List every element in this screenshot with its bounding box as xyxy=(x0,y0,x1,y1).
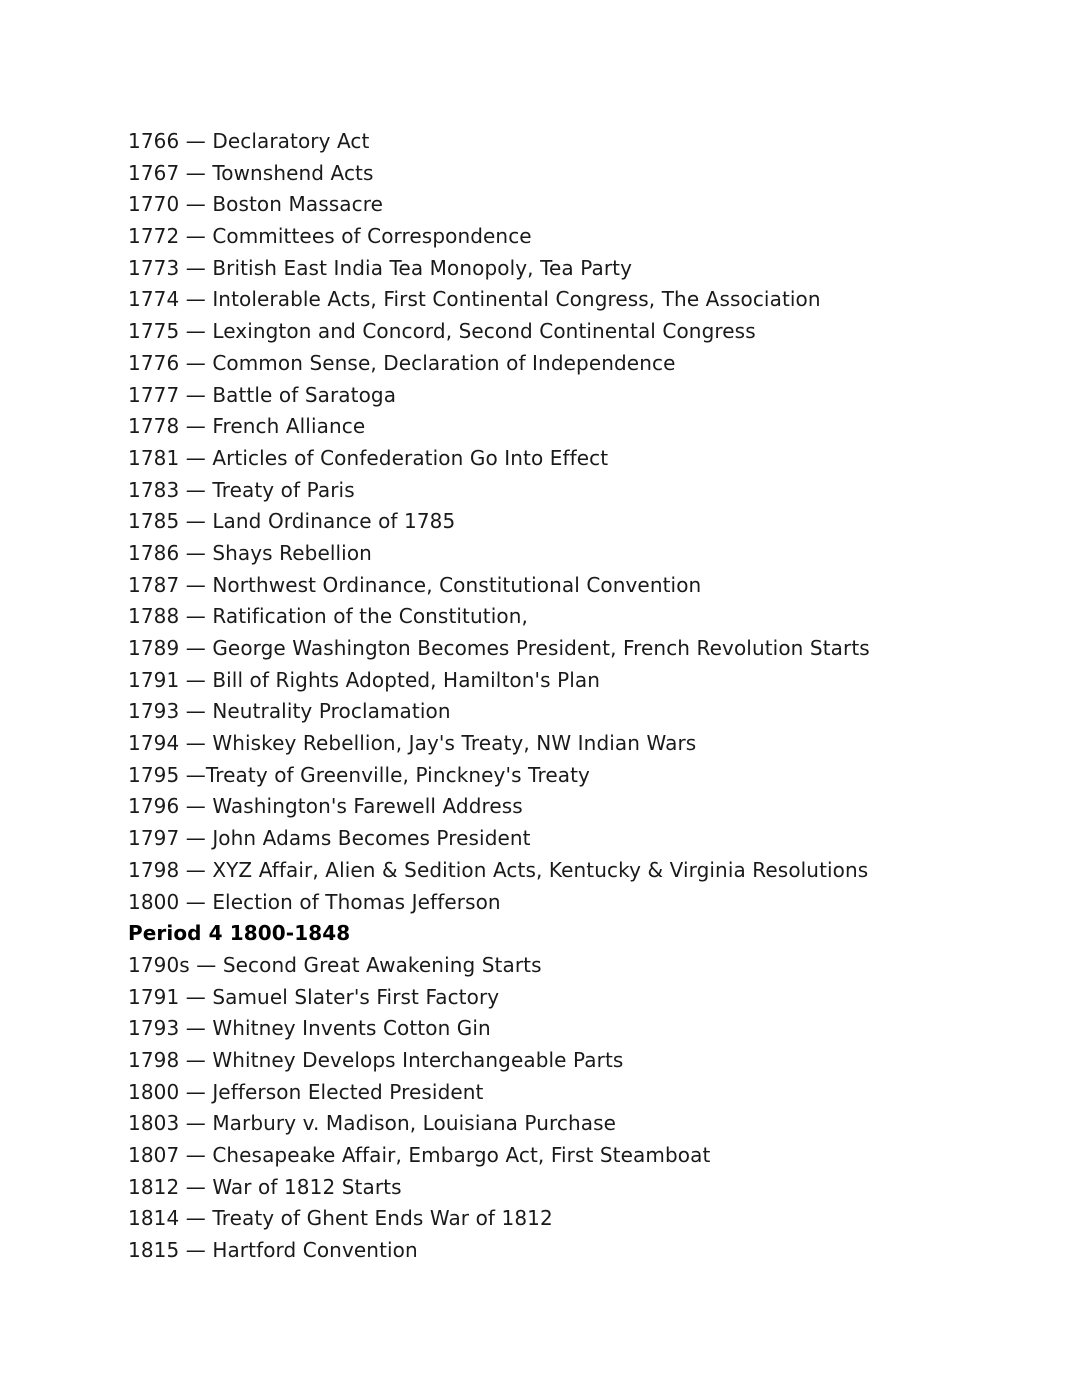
timeline-entry: 1800 — Election of Thomas Jefferson xyxy=(128,889,501,914)
timeline-entry: 1767 — Townshend Acts xyxy=(128,160,374,185)
timeline-entry: 1766 — Declaratory Act xyxy=(128,129,370,153)
timeline-entry: 1800 — Jefferson Elected President xyxy=(128,1079,484,1104)
timeline-entry: 1773 — British East India Tea Monopoly, Tea Party xyxy=(128,255,633,280)
timeline-entry: 1774 — Intolerable Acts, First Continental Congress, The Association xyxy=(128,287,821,312)
timeline-entry: 1797 — John Adams Becomes President xyxy=(128,826,531,851)
timeline-entry: 1793 — Neutrality Proclamation xyxy=(128,699,451,724)
timeline-entry: 1791 — Bill of Rights Adopted, Hamilton's Plan xyxy=(128,667,601,692)
timeline-entry: 1781 — Articles of Confederation Go Into Effect xyxy=(128,445,609,470)
timeline-entry: 1796 — Washington's Farewell Address xyxy=(128,794,523,819)
timeline-entry: 1798 — Whitney Develops Interchangeable Parts xyxy=(128,1047,624,1072)
timeline-entry: 1793 — Whitney Invents Cotton Gin xyxy=(128,1016,491,1041)
timeline-entry: 1770 — Boston Massacre xyxy=(128,192,383,217)
timeline-entry: 1789 — George Washington Becomes President, French Revolution Starts xyxy=(128,636,870,660)
timeline-entry: 1787 — Northwest Ordinance, Constitutional Convention xyxy=(128,572,702,597)
timeline-entry: 1777 — Battle of Saratoga xyxy=(128,382,397,407)
timeline-entry: 1776 — Common Sense, Declaration of Independence xyxy=(128,350,676,375)
timeline-entry: 1783 — Treaty of Paris xyxy=(128,477,355,502)
timeline-document xyxy=(128,126,1028,1267)
timeline-entry: 1815 — Hartford Convention xyxy=(128,1238,418,1263)
timeline-entry: 1794 — Whiskey Rebellion, Jay's Treaty, NW Indian Wars xyxy=(128,731,697,756)
timeline-entry: 1814 — Treaty of Ghent Ends War of 1812 xyxy=(128,1206,553,1231)
timeline-entry: 1807 — Chesapeake Affair, Embargo Act, First Steamboat xyxy=(128,1143,711,1167)
timeline-entry: 1798 — XYZ Affair, Alien & Sedition Acts, Kentucky & Virginia Resolutions xyxy=(128,857,869,882)
timeline-entry: 1785 — Land Ordinance of 1785 xyxy=(128,509,456,534)
timeline-entry: 1775 — Lexington and Concord, Second Continental Congress xyxy=(128,319,756,344)
period-heading: Period 4 1800-1848 xyxy=(128,921,351,946)
timeline-entry: 1803 — Marbury v. Madison, Louisiana Purchase xyxy=(128,1111,617,1136)
timeline-entry: 1812 — War of 1812 Starts xyxy=(128,1174,402,1199)
timeline-entry: 1795 —Treaty of Greenville, Pinckney's Treaty xyxy=(128,762,590,787)
timeline-entry: 1790s — Second Great Awakening Starts xyxy=(128,952,542,977)
timeline-entry: 1791 — Samuel Slater's First Factory xyxy=(128,984,500,1009)
timeline-entry: 1772 — Committees of Correspondence xyxy=(128,224,532,249)
timeline-entry: 1786 — Shays Rebellion xyxy=(128,540,372,565)
timeline-entry: 1778 — French Alliance xyxy=(128,414,366,439)
timeline-entry: 1788 — Ratification of the Constitution, xyxy=(128,604,528,629)
